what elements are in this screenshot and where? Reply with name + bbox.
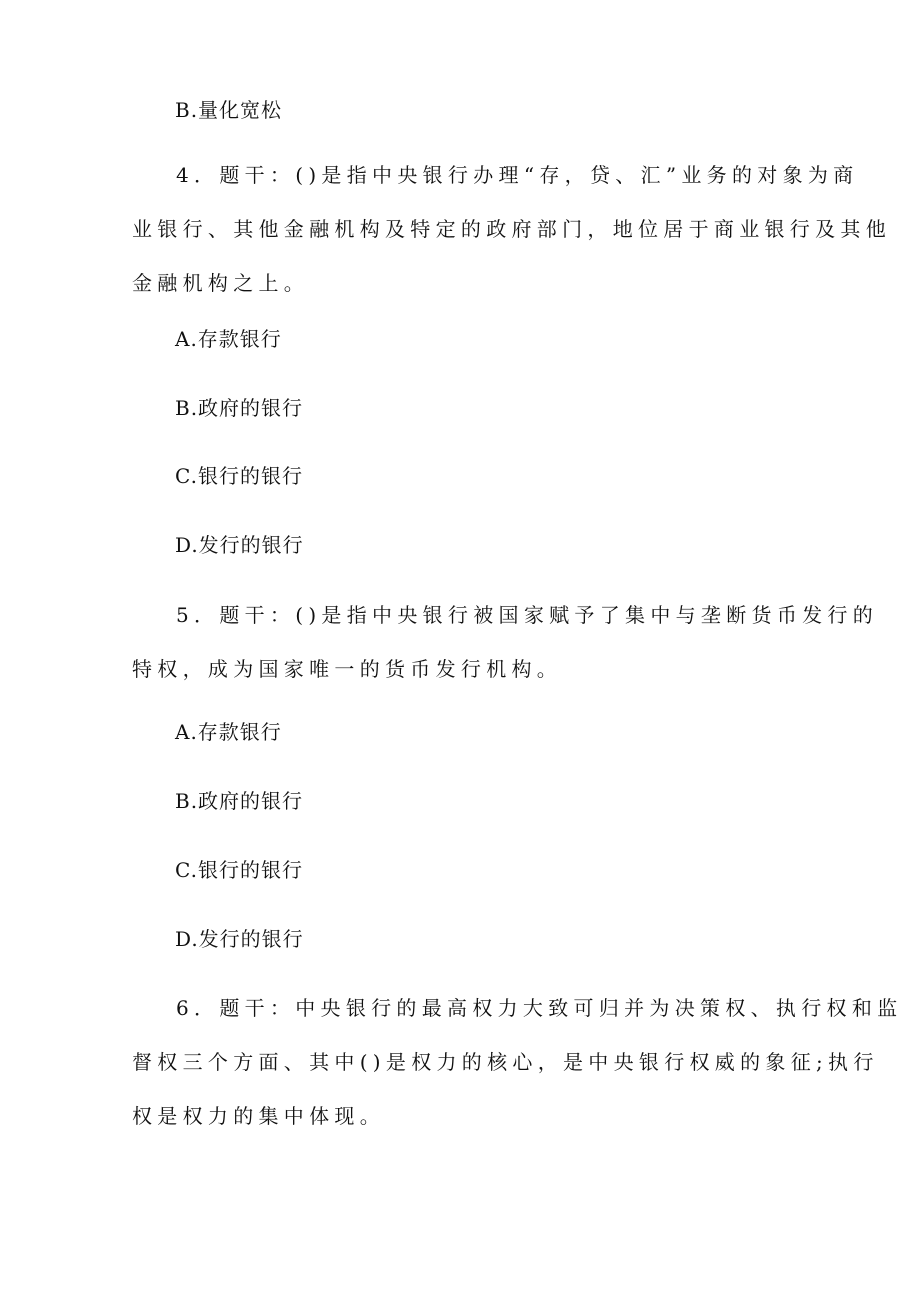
question-line: 业银行、其他金融机构及特定的政府部门，地位居于商业银行及其他 [132,217,891,241]
option-b: B.政府的银行 [175,396,304,420]
question-line: 金融机构之上。 [132,271,310,295]
question-6 [132,981,903,1143]
option-a: A.存款银行 [175,327,282,351]
option-d: D.发行的银行 [175,927,304,951]
option-c: C.银行的银行 [175,464,303,488]
question-5 [132,588,879,696]
question-line: 5．题干：()是指中央银行被国家赋予了集中与垄断货币发行的 [176,603,879,627]
option-b: B.政府的银行 [175,789,304,813]
option-b: B.量化宽松 [175,98,283,122]
question-line: 特权，成为国家唯一的货币发行机构。 [132,657,563,681]
question-line: 6．题干：中央银行的最高权力大致可归并为决策权、执行权和监 [176,996,903,1020]
option-d: D.发行的银行 [175,533,304,557]
question-4 [132,148,891,310]
option-c: C.银行的银行 [175,858,303,882]
question-line: 权是权力的集中体现。 [132,1104,385,1128]
option-a: A.存款银行 [175,720,282,744]
question-line: 4．题干：()是指中央银行办理“存，贷、汇”业务的对象为商 [176,163,859,187]
question-line: 督权三个方面、其中()是权力的核心，是中央银行权威的象征;执行 [132,1050,879,1074]
